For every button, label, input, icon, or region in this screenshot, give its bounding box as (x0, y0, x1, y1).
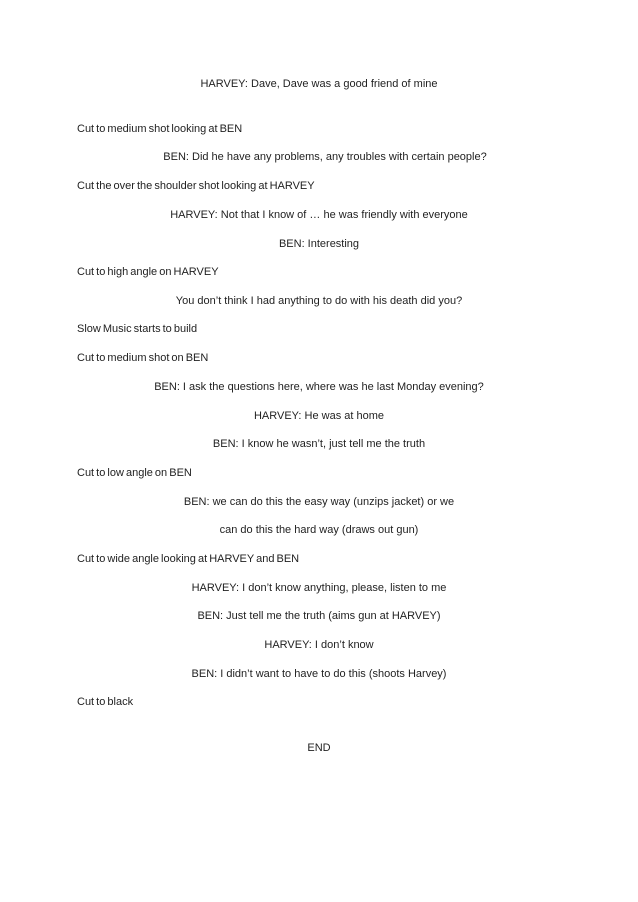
dialog-line: HARVEY: Not that I know of … he was friendly with everyone (170, 209, 468, 221)
direction-line: Cut to high angle on HARVEY (77, 266, 219, 278)
dialog-line: You don’t think I had anything to do with his death did you? (175, 295, 463, 307)
dialog-line: BEN: I know he wasn’t, just tell me the truth (212, 438, 426, 450)
dialog-line: HARVEY: I don’t know (264, 639, 374, 651)
direction-line: Cut to medium shot looking at BEN (77, 123, 243, 135)
dialog-line: HARVEY: I don’t know anything, please, listen to me (191, 582, 447, 594)
direction-line: Slow Music starts to build (77, 323, 198, 335)
direction-line: Cut to low angle on BEN (77, 467, 192, 479)
dialog-line: BEN: I didn’t want to have to do this (shoots Harvey) (191, 668, 447, 680)
dialog-line: HARVEY: He was at home (253, 410, 385, 422)
dialog-line: BEN: Did he have any problems, any troubles with certain people? (163, 151, 487, 163)
direction-line: Cut the over the shoulder shot looking at HARVEY (77, 180, 315, 192)
dialog-line: HARVEY: Dave, Dave was a good friend of mine (200, 78, 438, 90)
direction-line: Cut to wide angle looking at HARVEY and BEN (77, 553, 300, 565)
end-label: END (307, 742, 331, 754)
dialog-line: BEN: we can do this the easy way (unzips jacket) or we (183, 496, 455, 508)
direction-line: Cut to medium shot on BEN (77, 352, 209, 364)
direction-line: Cut to black (77, 696, 134, 708)
dialog-line: BEN: Interesting (278, 238, 360, 250)
dialog-line: BEN: I ask the questions here, where was he last Monday evening? (154, 381, 484, 393)
dialog-line: BEN: Just tell me the truth (aims gun at HARVEY) (197, 610, 441, 622)
dialog-line: can do this the hard way (draws out gun) (219, 524, 419, 536)
